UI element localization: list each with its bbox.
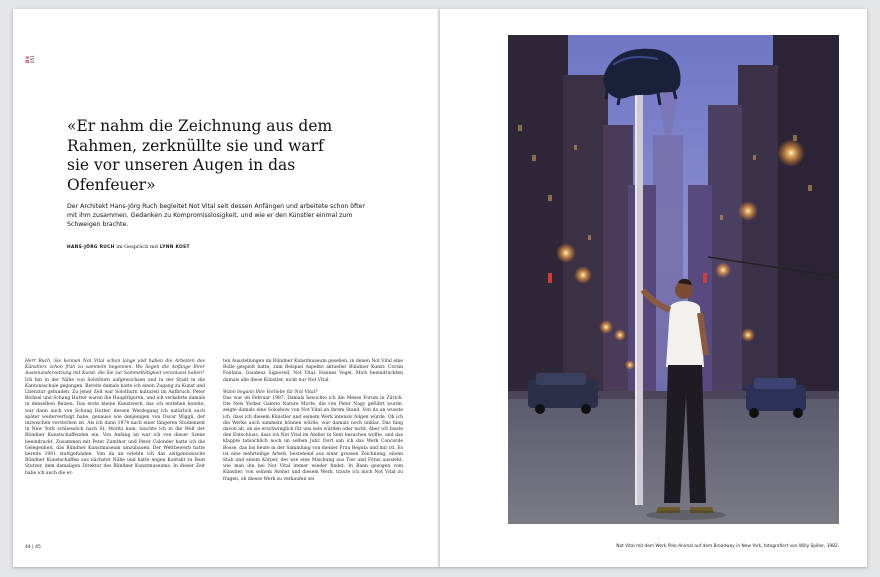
interview-answer-1: Ich bin in der Nähe von Solothurn aufgewachsen und in der Stadt in die Kantonsschule gegangen. Bereits damals hatte ich einen Zugang zu Kunst und Literatur gefunden. Zu jener Zeit war Solothurn kulturell im Aufbruch. Peter Bichsel und Schang Hutter waren die Hauptfiguren, und ich verkehrte damals in denselben Beizen. Das erste kleine Kunstwerk, das ich erstehen konnte, war dann auch von Schang Hutter, dessen Werdegang ich natürlich auch später weiterverfolgt habe, genauso wie denjenigen von Oscar Wiggli, der inzwischen verstorben ist. Als ich dann 1974 nach einer längeren Studienzeit in New York schliesslich nach St. Moritz kam, tauchte ich in die Welt der Bündner Kunstschaffenden ein. Von Anfang an war ich von dieser Szene beeindruckt. Zusammen mit Peter Zumthor und Peter Calonder hatte ich die Gelegenheit, das Bündner Kunstmuseum umzubauen. Der Wettbewerb hatte bereits 1981 stattgefunden. Von da an erlebte ich das zeitgenössische Bündner Kunstschaffen aus nächster Nähe und hatte engen Kontakt zu Beat Stutzer, dem damaligen Direktor des Bündner Kunstmuseums. In dieser Zeit habe ich auch die er-: [25, 377, 205, 476]
byline-interviewer: LYNN KOST: [159, 245, 190, 250]
interview-question-2: Wann begann Ihre Vorliebe für Not Vital?: [223, 389, 318, 395]
right-page: [440, 9, 867, 567]
interview-question-1: Herr Ruch, Sie kennen Not Vital schon lange und haben die Arbeiten des Künstlers schon früh zu sammeln begonnen. Wo liegen die Anfänge Ihrer Auseinandersetzung mit Kunst, die Sie zur Sammeltätigkeit veranlasst haben?: [25, 359, 205, 377]
text-column-2: [223, 359, 403, 483]
caption-prefix: Not Vital mit dem Werk: [616, 544, 668, 549]
page-numbers: 44 | 45: [25, 545, 41, 550]
byline-connector: im Gespräch mit: [116, 244, 159, 250]
caption-work-title: Polo Animal: [667, 544, 693, 549]
interview-answer-2: Das war im Februar 1987. Damals besuchte ich die Messe Forum in Zürich. Die New Yorker Galerie Nature Morte, die von Peter Nagy geführt wurde, zeigte damals eine Soloshow von Not Vital an ihrem Stand. Von da an wusste ich, dass ich diesem Künstler und seinem Werk intensiv folgen würde. Ob ich die Werke auch sammeln können würde, war damals noch unklar. Das hing davon ab, ob sie erschwinglich für uns sein würden oder nicht. Aber ich fasste den Entschluss, dass ich Not Vital im Atelier in Sent besuchen wollte, und das klappte tatsächlich noch im selben Jahr. Dort sah ich das Werk Concorde Bosse, das bis heute in der Sammlung von meiner Frau Regula und mir ist. Es ist eine mehrteilige Arbeit, bestehend aus einer grossen Zeichnung, einem Stab und einem Körper, der wie eine Mischung aus Tier und Fötus aussieht, wie man ihn bei Not Vital immer wieder findet. In Bann gezogen vom Künstler, von seinem Atelier und diesem Werk, traute ich mich Not Vital zu fragen, ob dieses Werk zu verkaufen sei: [223, 396, 403, 482]
interview-answer-1-continued: ten Ausstellungen im Bündner Kunstmuseum gesehen, in denen Not Vital eine Rolle gespielt hatte, zum Beispiel Aspekte aktueller Bündner Kunst: Corsin Fontana, Gaudenz Signorell, Not Vital, Hannes Vogel. Mich beeindruckten damals alle diese Künstler, nicht nur Not Vital.: [223, 359, 403, 383]
left-page: [13, 9, 440, 567]
byline: [67, 244, 367, 251]
text-column-1: [25, 359, 205, 477]
section-mark-prefix: D®: [25, 55, 30, 63]
byline-author: HANS-JÖRG RUCH: [67, 245, 115, 250]
photo-caption: [616, 544, 839, 549]
section-mark-number: 051: [30, 54, 35, 63]
pull-quote: «Er nahm die Zeichnung aus dem Rahmen, zerknüllte sie und warf sie vor unseren Augen in das Ofenfeuer»: [67, 117, 333, 194]
street-photo: [508, 35, 839, 524]
caption-suffix: auf dem Broadway in New York, fotografiert von Willy Spiller, 1982.: [692, 544, 839, 549]
lead-paragraph: Der Architekt Hans-Jörg Ruch begleitet Not Vital seit dessen Anfängen und arbeitete schon öfter mit ihm zusammen. Gedanken zu Kompromisslosigkeit, und wie er den Künstler einmal zum Schweigen brachte.: [67, 203, 365, 229]
section-mark: [25, 35, 35, 63]
